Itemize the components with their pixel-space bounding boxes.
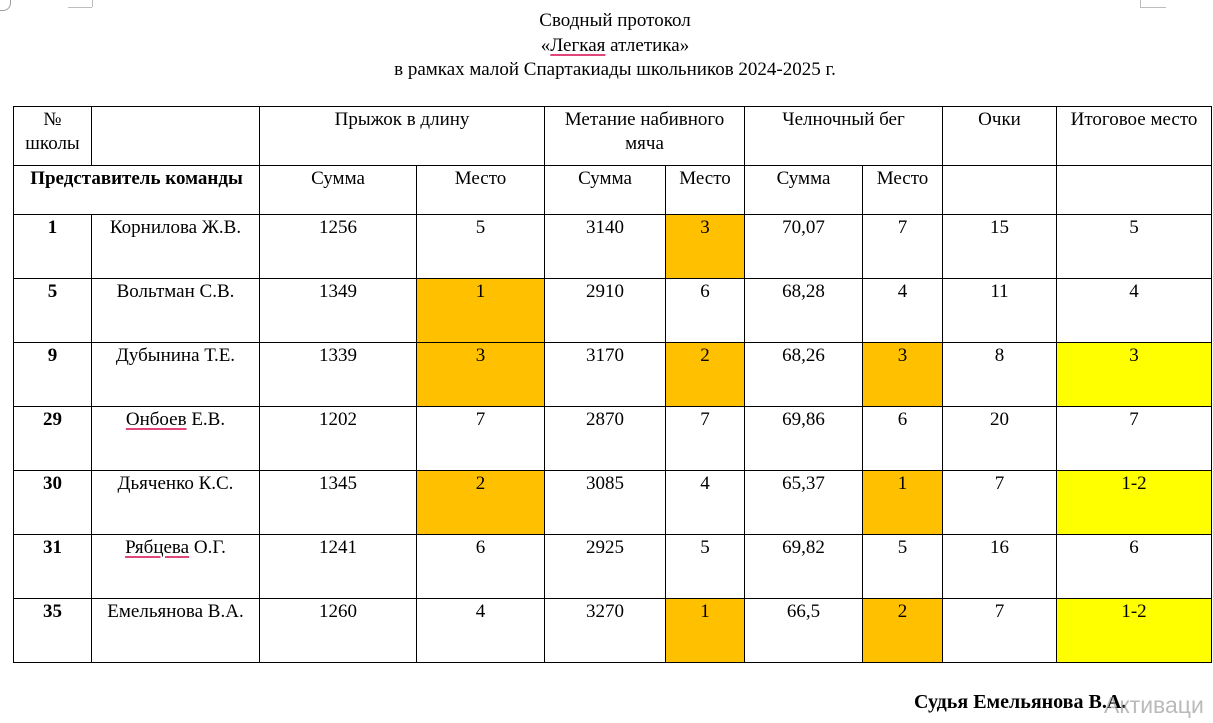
- cell-jump-sum: 1339: [260, 343, 417, 407]
- header-empty-cell: [92, 107, 260, 166]
- subheader-run-sum: Сумма: [745, 166, 863, 215]
- subheader-throw-sum: Сумма: [545, 166, 666, 215]
- cell-final-place: 7: [1057, 407, 1212, 471]
- table-row: [14, 599, 1212, 663]
- representative-name-text: Е.В.: [186, 409, 226, 430]
- cell-representative: [92, 343, 260, 407]
- cell-points: 7: [943, 599, 1057, 663]
- cell-school-no: 5: [14, 279, 92, 343]
- cell-points: 15: [943, 215, 1057, 279]
- table-row: [14, 343, 1212, 407]
- header-event-word-spellcheck: Легкая: [550, 34, 606, 56]
- cell-throw-sum: 2870: [545, 407, 666, 471]
- cell-run-sum: 65,37: [745, 471, 863, 535]
- cell-points: 20: [943, 407, 1057, 471]
- cell-representative: [92, 407, 260, 471]
- document-header: [0, 9, 1213, 83]
- cell-school-no: 35: [14, 599, 92, 663]
- table-header-row: [14, 107, 1212, 166]
- cell-jump-sum: 1241: [260, 535, 417, 599]
- cell-throw-sum: 2925: [545, 535, 666, 599]
- header-shuttle-run: Челночный бег: [745, 107, 943, 166]
- cell-jump-sum: 1260: [260, 599, 417, 663]
- activation-watermark: Активаци: [1104, 692, 1204, 718]
- cell-throw-place: 1: [666, 599, 745, 663]
- cell-run-sum: 68,28: [745, 279, 863, 343]
- subheader-jump-place: Место: [417, 166, 545, 215]
- header-ball-throw: Метание набивного мяча: [545, 107, 745, 166]
- cell-final-place: 1-2: [1057, 471, 1212, 535]
- header-representative: Представитель команды: [14, 166, 260, 215]
- cell-school-no: 30: [14, 471, 92, 535]
- header-context-line: в рамках малой Спартакиады школьников 2024-2025 г.: [394, 59, 836, 80]
- cell-school-no: 9: [14, 343, 92, 407]
- representative-name-text: Вольтман С.В.: [116, 281, 235, 302]
- cell-throw-place: 2: [666, 343, 745, 407]
- cell-representative: [92, 215, 260, 279]
- cell-jump-sum: 1349: [260, 279, 417, 343]
- cell-representative: [92, 599, 260, 663]
- cell-school-no: 31: [14, 535, 92, 599]
- cell-points: 11: [943, 279, 1057, 343]
- cell-points: 7: [943, 471, 1057, 535]
- representative-name-text: Корнилова Ж.В.: [109, 217, 242, 238]
- crop-mark-top-right-h: [1140, 7, 1166, 8]
- cell-points: 8: [943, 343, 1057, 407]
- representative-name-text: Емельянова В.А.: [107, 601, 244, 622]
- cell-representative: [92, 535, 260, 599]
- crop-mark-top-left-v: [92, 0, 93, 7]
- cell-representative: [92, 279, 260, 343]
- cell-jump-sum: 1256: [260, 215, 417, 279]
- cell-jump-place: 6: [417, 535, 545, 599]
- cell-run-sum: 66,5: [745, 599, 863, 663]
- cell-throw-sum: 3270: [545, 599, 666, 663]
- table-row: [14, 471, 1212, 535]
- cell-throw-place: 5: [666, 535, 745, 599]
- header-long-jump: Прыжок в длину: [260, 107, 545, 166]
- cell-run-place: 5: [863, 535, 943, 599]
- subheader-throw-place: Место: [666, 166, 745, 215]
- cell-run-sum: 70,07: [745, 215, 863, 279]
- header-final-place: Итоговое место: [1057, 107, 1212, 166]
- cell-jump-place: 3: [417, 343, 545, 407]
- table-row: [14, 279, 1212, 343]
- cell-final-place: 4: [1057, 279, 1212, 343]
- representative-surname-spellcheck: Рябцева: [125, 537, 190, 558]
- cell-throw-sum: 2910: [545, 279, 666, 343]
- cell-throw-place: 4: [666, 471, 745, 535]
- header-event-line: [0, 34, 1213, 59]
- header-event-suffix: атлетика»: [605, 34, 690, 56]
- table-subheader-row: [14, 166, 1212, 215]
- representative-name-text: О.Г.: [189, 537, 226, 558]
- subheader-final-empty: [1057, 166, 1212, 215]
- cell-throw-place: 7: [666, 407, 745, 471]
- cell-jump-place: 4: [417, 599, 545, 663]
- header-points: Очки: [943, 107, 1057, 166]
- representative-surname-spellcheck: Онбоев: [125, 409, 187, 430]
- cell-final-place: 1-2: [1057, 599, 1212, 663]
- subheader-jump-sum: Сумма: [260, 166, 417, 215]
- cell-run-sum: 69,82: [745, 535, 863, 599]
- cell-jump-place: 7: [417, 407, 545, 471]
- cell-throw-sum: 3170: [545, 343, 666, 407]
- subheader-run-place: Место: [863, 166, 943, 215]
- cell-jump-place: 5: [417, 215, 545, 279]
- cell-representative: [92, 471, 260, 535]
- table-row: [14, 535, 1212, 599]
- cell-jump-sum: 1202: [260, 407, 417, 471]
- cell-jump-place: 1: [417, 279, 545, 343]
- cell-throw-place: 3: [666, 215, 745, 279]
- results-table: [13, 106, 1212, 663]
- cell-run-place: 6: [863, 407, 943, 471]
- cell-school-no: 29: [14, 407, 92, 471]
- cell-points: 16: [943, 535, 1057, 599]
- cell-run-sum: 68,26: [745, 343, 863, 407]
- cell-run-place: 2: [863, 599, 943, 663]
- cell-run-place: 3: [863, 343, 943, 407]
- representative-name-text: Дьяченко К.С.: [117, 473, 234, 494]
- header-title-line: Сводный протокол: [539, 10, 691, 31]
- crop-mark-top-right-v: [1140, 0, 1141, 7]
- judge-signature-line: Судья Емельянова В.А.: [914, 691, 1127, 713]
- cell-run-sum: 69,86: [745, 407, 863, 471]
- table-row: [14, 407, 1212, 471]
- cell-throw-sum: 3085: [545, 471, 666, 535]
- cell-run-place: 4: [863, 279, 943, 343]
- cell-final-place: 5: [1057, 215, 1212, 279]
- table-row: [14, 215, 1212, 279]
- representative-name-text: Дубынина Т.Е.: [115, 345, 236, 366]
- cell-final-place: 3: [1057, 343, 1212, 407]
- crop-mark-top-left-h: [68, 7, 92, 8]
- cell-run-place: 1: [863, 471, 943, 535]
- cell-throw-sum: 3140: [545, 215, 666, 279]
- subheader-points-empty: [943, 166, 1057, 215]
- cell-final-place: 6: [1057, 535, 1212, 599]
- cell-school-no: 1: [14, 215, 92, 279]
- cell-jump-sum: 1345: [260, 471, 417, 535]
- cell-run-place: 7: [863, 215, 943, 279]
- header-event-prefix: «: [540, 34, 551, 56]
- cell-throw-place: 6: [666, 279, 745, 343]
- header-school-no: № школы: [14, 107, 92, 166]
- cell-jump-place: 2: [417, 471, 545, 535]
